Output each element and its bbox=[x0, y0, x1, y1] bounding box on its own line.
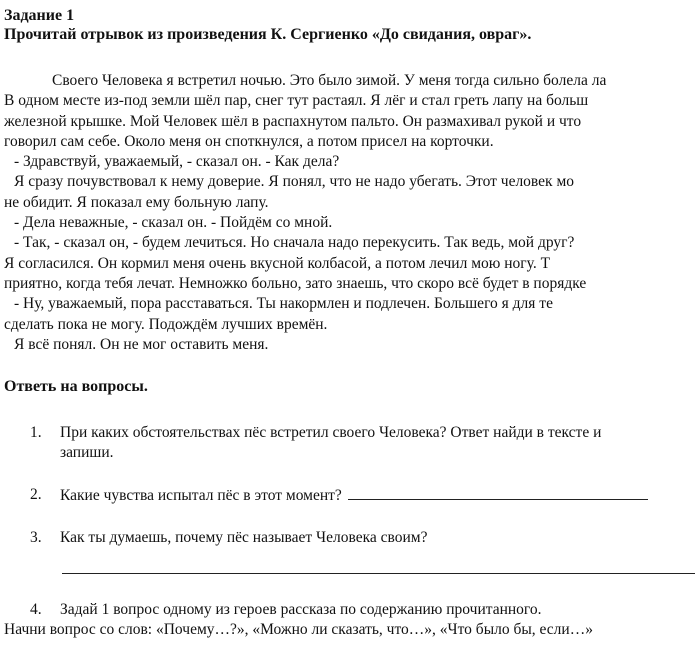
task-title: Задание 1 bbox=[4, 7, 75, 24]
story-line: Я сразу почувствовал к нему доверие. Я понял, что не надо убегать. Этот человек мо bbox=[14, 173, 575, 191]
story-line: В одном месте из-под земли шёл пар, снег тут растаял. Я лёг и стал греть лапу на больш bbox=[4, 92, 589, 110]
story-line: не обидит. Я показал ему больную лапу. bbox=[4, 193, 269, 211]
story-excerpt bbox=[4, 71, 695, 355]
question-text: При каких обстоятельствах пёс встретил своего Человека? Ответ найди в тексте и bbox=[60, 424, 602, 442]
story-line: железной крышке. Мой Человек шёл в распахнутом пальто. Он размахивал рукой и что bbox=[4, 112, 582, 130]
question-1 bbox=[4, 423, 695, 463]
story-line: - Здравствуй, уважаемый, - сказал он. - Как дела? bbox=[14, 153, 340, 171]
question-2 bbox=[4, 485, 695, 506]
story-line: Я согласился. Он кормил меня очень вкусной колбасой, а потом лечил мою ногу. Т bbox=[4, 254, 551, 272]
answer-blank[interactable] bbox=[348, 485, 648, 500]
question-number: 4. bbox=[30, 601, 42, 619]
question-hint: Начни вопрос со слов: «Почему…?», «Можно ли сказать, что…», «Что было бы, если…» bbox=[4, 621, 593, 639]
question-text: Задай 1 вопрос одному из героев рассказа по содержанию прочитанного. bbox=[60, 601, 542, 619]
question-text: Какие чувства испытал пёс в этот момент? bbox=[60, 487, 342, 505]
question-number: 3. bbox=[30, 529, 42, 547]
question-text-continuation: запиши. bbox=[60, 444, 114, 462]
worksheet bbox=[4, 6, 695, 640]
story-line: Своего Человека я встретил ночью. Это было зимой. У меня тогда сильно болела ла bbox=[52, 72, 607, 89]
question-3 bbox=[4, 528, 695, 548]
question-text: Как ты думаешь, почему пёс называет Человека своим? bbox=[60, 529, 428, 547]
task-instruction: Прочитай отрывок из произведения К. Сергиенко «До свидания, овраг». bbox=[4, 26, 532, 43]
story-line: говорил сам себе. Около меня он споткнулся, а потом присел на корточки. bbox=[4, 132, 494, 150]
story-line: сделать пока не могу. Подождём лучших времён. bbox=[4, 315, 328, 333]
question-number: 2. bbox=[30, 486, 42, 504]
story-line: - Так, - сказал он, - будем лечиться. Но сначала надо перекусить. Так ведь, мой друг? bbox=[14, 234, 575, 252]
question-4 bbox=[4, 600, 695, 620]
story-line: приятно, когда тебя лечат. Немножко больно, зато знаешь, что скоро всё будет в порядке bbox=[4, 274, 587, 292]
story-line: - Ну, уважаемый, пора расставаться. Ты накормлен и подлечен. Большего я для те bbox=[14, 295, 553, 313]
questions-heading: Ответь на вопросы. bbox=[4, 378, 148, 396]
story-line: Я всё понял. Он не мог оставить меня. bbox=[14, 335, 269, 353]
answer-line[interactable] bbox=[62, 572, 695, 574]
question-number: 1. bbox=[30, 424, 42, 442]
story-line: - Дела неважные, - сказал он. - Пойдём со мной. bbox=[14, 214, 333, 232]
